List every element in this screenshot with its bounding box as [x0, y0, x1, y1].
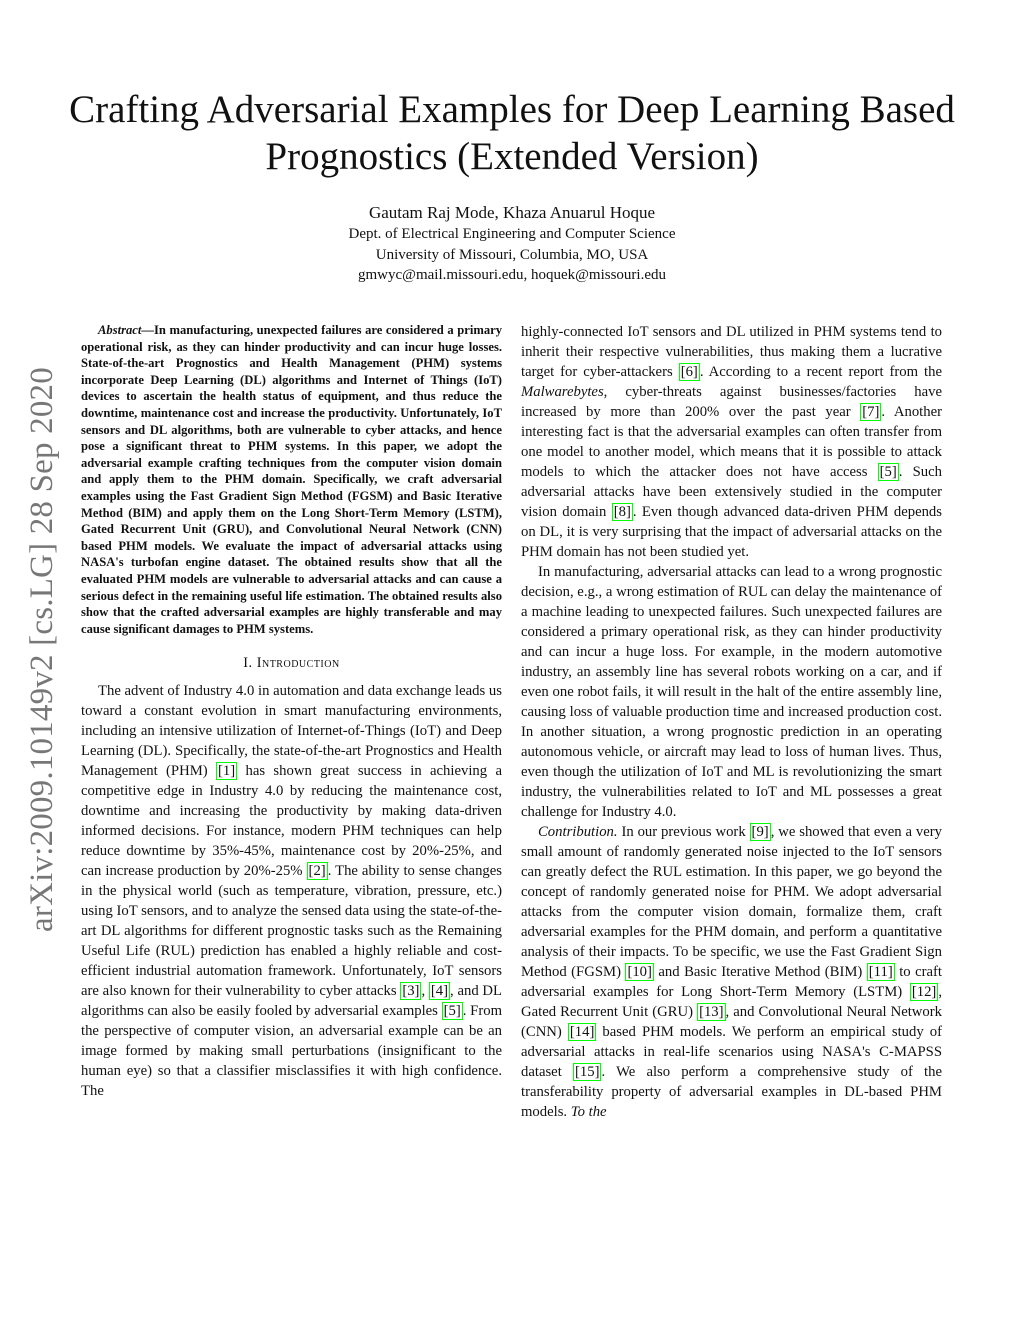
- text-run: to craft adversarial examples for Long Short-Term Memory (LSTM): [521, 964, 943, 1000]
- text-run: , we showed that even a very small amount of randomly generated noise injected to the IoT sensors can greatly defect the RUL estimation. In this paper, we go beyond the concept of randomly generated noise for PHM. We adopt adversarial attacks from the computer vision domain, formalize them, craft adversarial examples for the PHM domain, and perform a quantitative analysis of their impacts. To be specific, we use the Fast Gradient Sign Method (FGSM): [521, 824, 942, 980]
- department: Dept. of Electrical Engineering and Computer Science: [348, 226, 676, 242]
- text-run: , Gated Recurrent Unit (GRU): [521, 984, 942, 1020]
- text-run: . We also perform a comprehensive study of the transferability property of adversarial examples in DL-based PHM models.: [521, 1064, 943, 1120]
- citation-link[interactable]: [11]: [868, 964, 893, 980]
- text-run: ,: [421, 983, 429, 1000]
- contribution-paragraph: [521, 822, 942, 1122]
- contribution-label: Contribution.: [538, 824, 618, 840]
- text-run: highly-connected IoT sensors and DL utilized in PHM systems tend to inherit their respective vulnerabilities, thus making them a lucrative target for cyber-attackers: [521, 324, 942, 380]
- section-numeral: I.: [243, 655, 257, 672]
- citation-link[interactable]: [5]: [879, 464, 897, 480]
- emphasis: To the: [570, 1104, 607, 1120]
- citation-link[interactable]: [5]: [443, 1003, 461, 1020]
- university: University of Missouri, Columbia, MO, USA: [375, 246, 649, 263]
- section-name: Introduction: [256, 655, 340, 672]
- intro-paragraph-2: In manufacturing, adversarial attacks can lead to a wrong prognostic decision, e.g., a wrong estimation of RUL can delay the maintenance of a machine leading to unexpected failures. Such unexpected failures are considered a primary operational risk, as they can hinder productivity and can incur a huge loss. For example, in the modern automotive industry, an assembly line has several robots working on a car, and if even one robot fails, it will result in the halt of the entire assembly line, causing loss of valuable production time and increased production cost. In another situation, a wrong prognostic prediction in an operating autonomous vehicle, or aircraft may lead to loss of human lives. Thus, even though the utilization of IoT and ML is revolutionizing the smart industry, the vulnerabilities related to IoT and ML possesses a great challenge for Industry 4.0.: [521, 564, 942, 820]
- text-run: and Basic Iterative Method (BIM): [653, 964, 867, 980]
- abstract-label: Abstract: [98, 323, 142, 337]
- text-run: , and DL algorithms can also be easily fooled by adversarial examples: [81, 983, 503, 1020]
- author-names: Gautam Raj Mode, Khaza Anuarul Hoque: [368, 203, 656, 222]
- section-heading-introduction: [81, 653, 502, 673]
- citation-link[interactable]: [3]: [402, 983, 420, 1000]
- author-emails: gmwyc@mail.missouri.edu, hoquek@missouri.edu: [357, 267, 666, 283]
- citation-link[interactable]: [6]: [680, 364, 698, 380]
- abstract-dash: —: [141, 323, 154, 337]
- intro-paragraph-continued: [521, 322, 942, 562]
- author-block: [60, 202, 964, 286]
- text-run: . From the perspective of computer vision, an adversarial example can be an image formed by making small perturbations (insignificant to the human eye) so that a classifier misclassifies it with high confidence. The: [81, 1003, 502, 1100]
- text-run: . The ability to sense changes in the physical world (such as temperature, vibration, pressure, etc.) using IoT sensors, and to analyze the sensed data using the state-of-the-art DL algorithms for different prognostic tasks such as the Remaining Useful Life (RUL) prediction has enabled a highly reliable and cost-efficient industrial automation framework. Unfortunately, IoT sensors are also known for their vulnerability to cyber attacks: [81, 863, 502, 1000]
- citation-link[interactable]: [8]: [613, 504, 631, 520]
- citation-link[interactable]: [14]: [569, 1024, 595, 1040]
- citation-link[interactable]: [9]: [751, 824, 769, 840]
- citation-link[interactable]: [7]: [862, 404, 880, 420]
- left-column: [81, 322, 502, 1101]
- text-run: The advent of Industry 4.0 in automation and data exchange leads us toward a constant evolution in smart manufacturing environments, including an intensive utilization of Internet-of-Things (IoT) and Deep Learning (DL). Specifically, the state-of-the-art Prognostics and Health Management (PHM): [81, 683, 502, 780]
- citation-link[interactable]: [12]: [911, 984, 937, 1000]
- abstract-text: In manufacturing, unexpected failures are considered a primary operational risk, as they can hinder productivity and can incur huge losses. State-of-the-art Prognostics and Health Management (PHM) systems incorporate Deep Learning (DL) algorithms and Internet of Things (IoT) devices to ascertain the health status of equipment, and thus reduce the downtime, maintenance cost and increase the productivity. Unfortunately, IoT sensors and DL algorithms, both are vulnerable to cyber attacks, and hence pose a significant threat to PHM systems. In this paper, we adopt the adversarial example crafting techniques from the computer vision domain and apply them to the PHM domain. Specifically, we craft adversarial examples using the Fast Gradient Sign Method (FGSM) and Basic Iterative Method (BIM) and apply them on the Long Short-Term Memory (LSTM), Gated Recurrent Unit (GRU), and Convolutional Neural Network (CNN) based PHM models. We evaluate the impact of adversarial attacks using NASA's turbofan engine dataset. The obtained results show that all the evaluated PHM models are vulnerable to adversarial attacks and can cause a serious defect in the remaining useful life estimation. The obtained results also show that the crafted adversarial examples are highly transferable and may cause significant damages to PHM systems.: [81, 323, 502, 636]
- text-run: . Even though advanced data-driven PHM depends on DL, it is very surprising that the impact of adversarial attacks on the PHM domain has not been studied yet.: [521, 504, 942, 560]
- text-run: , cyber-threats against businesses/factories have increased by more than 200% over the past year: [521, 384, 942, 420]
- citation-link[interactable]: [2]: [308, 863, 326, 880]
- text-run: In our previous work: [617, 824, 750, 840]
- citation-link[interactable]: [10]: [627, 964, 652, 980]
- intro-paragraph-1: [81, 681, 502, 1101]
- citation-link[interactable]: [15]: [574, 1064, 600, 1080]
- citation-link[interactable]: [13]: [699, 1004, 724, 1020]
- arxiv-identifier: arXiv:2009.10149v2 [cs.LG] 28 Sep 2020: [23, 366, 60, 932]
- emphasis: Malwarebytes: [521, 384, 604, 400]
- text-run: . Another interesting fact is that the adversarial examples can often transfer from one model to another model, which means that it is possible to attack models to which the attacker does not have access: [521, 404, 942, 480]
- text-run: , and Convolutional Neural Network (CNN): [521, 1004, 942, 1040]
- text-run: . Such adversarial attacks have been extensively studied in the computer vision domain: [521, 464, 942, 520]
- text-run: based PHM models. We perform an empirical study of adversarial attacks in real-life scenarios using NASA's C-MAPSS dataset: [521, 1024, 942, 1080]
- right-column: [521, 322, 942, 1122]
- citation-link[interactable]: [1]: [218, 763, 236, 780]
- citation-link[interactable]: [4]: [430, 983, 449, 1000]
- text-run: has shown great success in achieving a competitive edge in Industry 4.0 by reducing the maintenance cost, downtime and increasing the productivity by making data-driven informed decisions. For instance, modern PHM techniques can help reduce downtime by 35%-45%, maintenance cost by 20%-25%, and can increase production by 20%-25%: [81, 763, 502, 880]
- abstract: [81, 322, 502, 637]
- arxiv-side-stamp: [14, 354, 70, 944]
- text-run: . According to a recent report from the: [699, 364, 943, 380]
- paper-title: Crafting Adversarial Examples for Deep Learning Based Prognostics (Extended Version): [69, 88, 955, 178]
